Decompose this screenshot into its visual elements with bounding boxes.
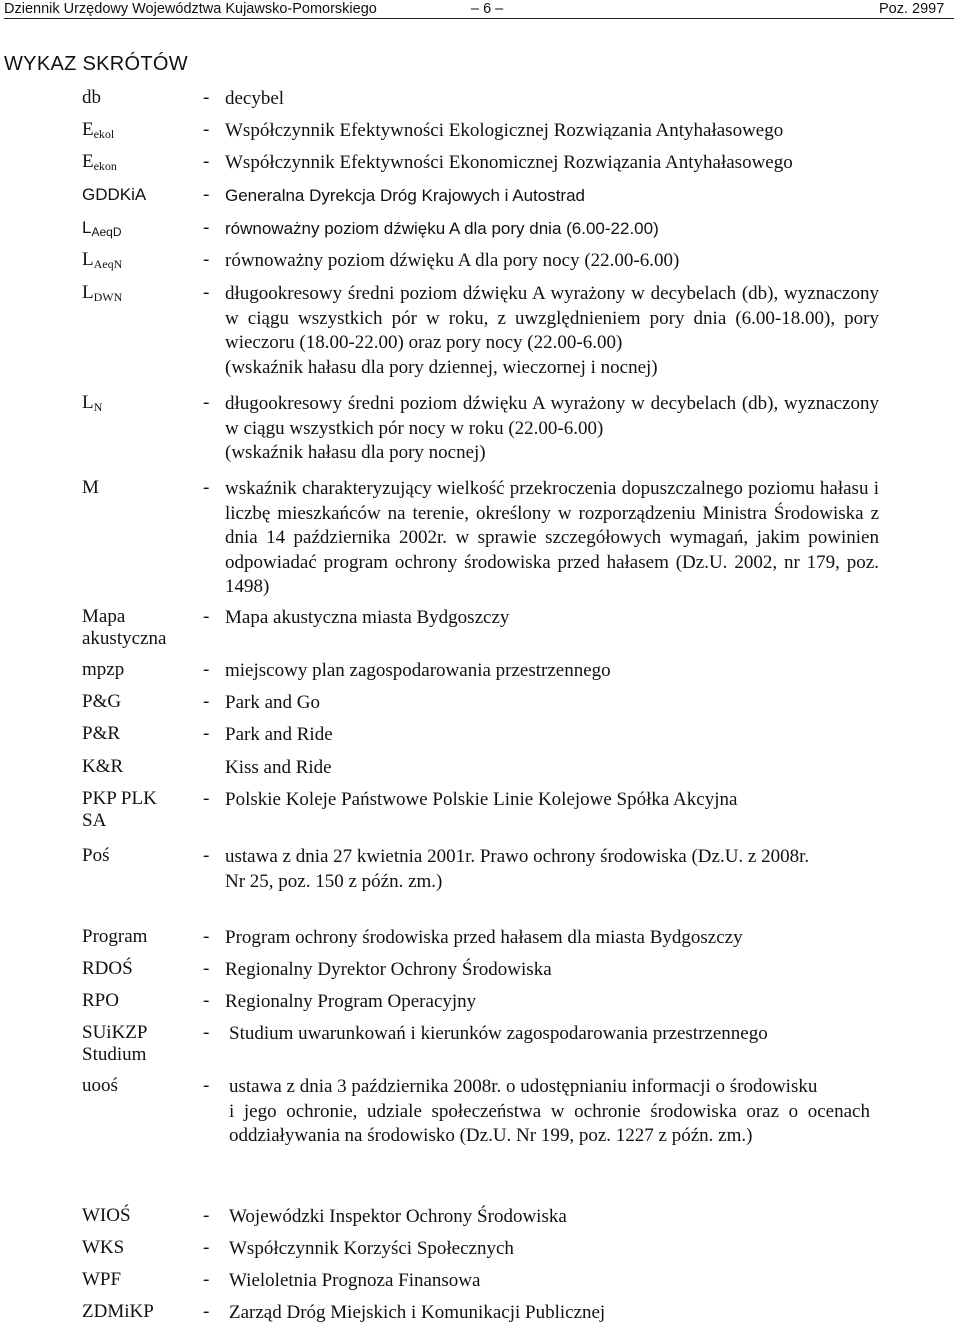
abbreviation: P&G bbox=[82, 691, 122, 712]
separator-dash: - bbox=[203, 1269, 210, 1290]
abbreviation: Mapa akustyczna bbox=[82, 606, 167, 649]
separator-dash: - bbox=[203, 184, 210, 205]
separator-dash: - bbox=[203, 990, 210, 1011]
abbreviation: $L_N$ bbox=[82, 392, 103, 414]
abbreviation: WIOŚ bbox=[82, 1205, 131, 1226]
definition: Wojewódzki Inspektor Ochrony Środowiska bbox=[229, 1206, 567, 1227]
abbreviation: $E_{ekol}$ bbox=[82, 119, 115, 141]
definition-note: (wskaźnik hałasu dla pory nocnej) bbox=[225, 442, 486, 463]
abbreviation: $L_{AeqD}$ bbox=[82, 218, 122, 239]
separator-dash: - bbox=[203, 606, 210, 627]
separator-dash: - bbox=[203, 249, 210, 270]
separator-dash: - bbox=[203, 958, 210, 979]
separator-dash: - bbox=[203, 659, 210, 680]
definition-note: (wskaźnik hałasu dla pory dziennej, wieczornej i nocnej) bbox=[225, 356, 658, 378]
separator-dash: - bbox=[203, 1205, 210, 1226]
abbreviation: PKP PLK SA bbox=[82, 788, 157, 831]
definition-text: ustawa z dnia 3 października 2008r. o udostępnianiu informacji o środowisku bbox=[229, 1076, 818, 1097]
definition bbox=[225, 282, 879, 380]
definition: Współczynnik Efektywności Ekologicznej Rozwiązania Antyhałasowego bbox=[225, 120, 784, 141]
definition: Współczynnik Efektywności Ekonomicznej Rozwiązania Antyhałasowego bbox=[225, 152, 793, 173]
abbreviation: db bbox=[82, 87, 101, 108]
separator-dash: - bbox=[203, 926, 210, 947]
abbreviation: ZDMiKP bbox=[82, 1301, 154, 1322]
abbreviation: RDOŚ bbox=[82, 958, 133, 979]
abbreviation: K&R bbox=[82, 756, 124, 777]
separator-dash: - bbox=[203, 1301, 210, 1322]
definition: decybel bbox=[225, 88, 285, 109]
abbreviation: M bbox=[82, 477, 99, 498]
definition bbox=[229, 1075, 870, 1149]
definition: Park and Ride bbox=[225, 724, 333, 745]
definition-note: Nr 25, poz. 150 z późn. zm.) bbox=[225, 870, 443, 892]
definition: Generalna Dyrekcja Dróg Krajowych i Autostrad bbox=[225, 186, 585, 205]
page-title: WYKAZ SKRÓTÓW bbox=[4, 53, 188, 75]
abbreviation: Poś bbox=[82, 845, 110, 866]
header-page-number: – 6 – bbox=[471, 1, 504, 17]
definition bbox=[225, 392, 879, 466]
separator-dash: - bbox=[203, 788, 210, 809]
abbreviation: SUiKZP Studium bbox=[82, 1022, 147, 1065]
separator-dash: - bbox=[203, 151, 210, 172]
definition-text: wskaźnik charakteryzujący wielkość przekroczenia dopuszczalnego poziomu hałasu i liczbę mieszkańców na terenie, określony w rozporządzeniu Ministra Środowiska z dnia 14 października 2002r. w sprawie szczegółowych wymagań, jakim powinien odpowiadać program ochrony środowiska przed hałasem (Dz.U. 2002, nr 179, poz. 1498) bbox=[225, 478, 879, 597]
definition bbox=[225, 477, 879, 600]
abbreviation: mpzp bbox=[82, 659, 125, 680]
definition-text: ustawa z dnia 27 kwietnia 2001r. Prawo ochrony środowiska (Dz.U. z 2008r. bbox=[225, 846, 810, 867]
abbreviation: $L_{DWN}$ bbox=[82, 282, 123, 304]
abbreviation: WKS bbox=[82, 1237, 125, 1258]
separator-dash: - bbox=[203, 723, 210, 744]
separator-dash: - bbox=[203, 845, 210, 866]
definition: równoważny poziom dźwięku A dla pory nocy (22.00-6.00) bbox=[225, 250, 680, 271]
separator-dash: - bbox=[203, 477, 210, 498]
definition: Mapa akustyczna miasta Bydgoszczy bbox=[225, 607, 510, 628]
separator-dash: - bbox=[203, 87, 210, 108]
definition: Kiss and Ride bbox=[225, 757, 332, 778]
definition: równoważny poziom dźwięku A dla pory dnia (6.00-22.00) bbox=[225, 219, 659, 238]
abbreviation: uooś bbox=[82, 1075, 118, 1096]
separator-dash: - bbox=[203, 1075, 210, 1096]
separator-dash: - bbox=[203, 691, 210, 712]
abbreviation: WPF bbox=[82, 1269, 122, 1290]
abbreviation: $L_{AeqN}$ bbox=[82, 249, 123, 271]
definition bbox=[225, 845, 879, 894]
definition: Współczynnik Korzyści Społecznych bbox=[229, 1238, 514, 1259]
separator-dash: - bbox=[203, 217, 210, 238]
abbreviation: GDDKiA bbox=[82, 185, 147, 204]
abbreviation: RPO bbox=[82, 990, 119, 1011]
definition: Park and Go bbox=[225, 692, 320, 713]
separator-dash: - bbox=[203, 282, 210, 303]
header-journal-title: Dziennik Urzędowy Województwa Kujawsko-Pomorskiego bbox=[4, 1, 377, 17]
definition-text: długookresowy średni poziom dźwięku A wyrażony w decybelach (db), wyznaczony w ciągu wszystkich pór nocy w roku (22.00-6.00) bbox=[225, 393, 879, 439]
definition: Zarząd Dróg Miejskich i Komunikacji Publicznej bbox=[229, 1302, 606, 1323]
separator-dash: - bbox=[203, 119, 210, 140]
header-position: Poz. 2997 bbox=[879, 1, 945, 17]
separator-dash: - bbox=[203, 1022, 210, 1043]
definition: Regionalny Dyrektor Ochrony Środowiska bbox=[225, 959, 552, 980]
separator-dash: - bbox=[203, 1237, 210, 1258]
definition: Program ochrony środowiska przed hałasem dla miasta Bydgoszczy bbox=[225, 927, 743, 948]
definition: Polskie Koleje Państwowe Polskie Linie Kolejowe Spółka Akcyjna bbox=[225, 789, 738, 810]
definition: Wieloletnia Prognoza Finansowa bbox=[229, 1270, 481, 1291]
definition: Studium uwarunkowań i kierunków zagospodarowania przestrzennego bbox=[229, 1023, 768, 1044]
abbreviation: $E_{ekon}$ bbox=[82, 151, 117, 173]
separator-dash: - bbox=[203, 392, 210, 413]
abbreviation: Program bbox=[82, 926, 148, 947]
definition: miejscowy plan zagospodarowania przestrzennego bbox=[225, 660, 611, 681]
abbreviation: P&R bbox=[82, 723, 121, 744]
definition-note: i jego ochronie, udziale społeczeństwa w ochronie środowiska oraz o ocenach oddziaływania na środowisko (Dz.U. Nr 199, poz. 1227 z późn. zm.) bbox=[229, 1100, 870, 1146]
definition: Regionalny Program Operacyjny bbox=[225, 991, 477, 1012]
definition-text: długookresowy średni poziom dźwięku A wyrażony w decybelach (db), wyznaczony w ciągu wszystkich pór w roku, z uwzględnieniem pory dnia (6.00-18.00), pory wieczoru (18.00-22.00) oraz pory nocy (22.00-6.00) bbox=[225, 283, 879, 353]
